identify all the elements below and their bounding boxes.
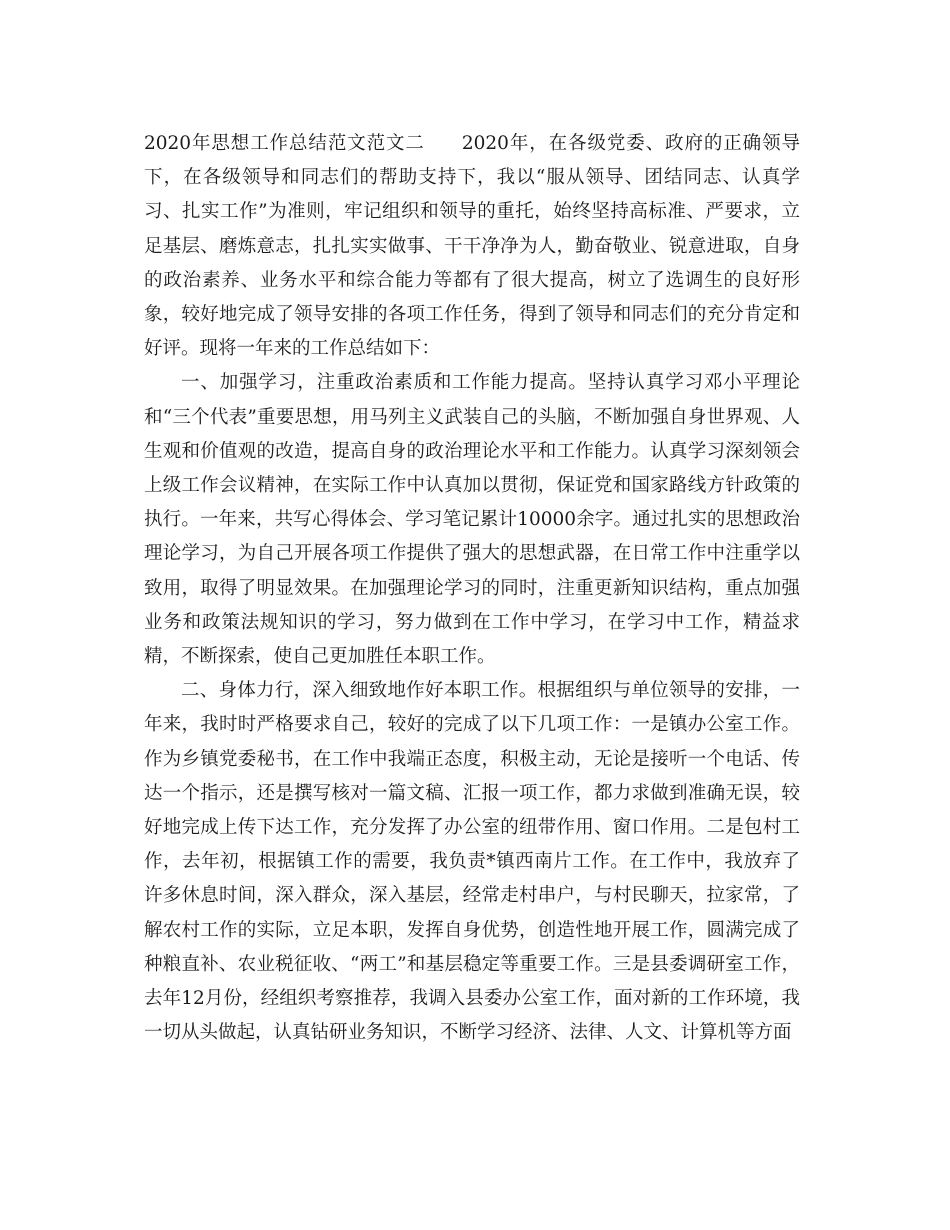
intro-paragraph <box>144 127 800 366</box>
paragraph-duties: 二、身体力行，深入细致地作好本职工作。根据组织与单位领导的安排，一年来，我时时严格要求自己，较好的完成了以下几项工作：一是镇办公室工作。作为乡镇党委秘书，在工作中我端正态度，积极主动，无论是接听一个电话、传达一个指示，还是撰写核对一篇文稿、汇报一项工作，都力求做到准确无误，较好地完成上传下达工作，充分发挥了办公室的纽带作用、窗口作用。二是包村工作，去年初，根据镇工作的需要，我负责*镇西南片工作。在工作中，我放弃了许多休息时间，深入群众，深入基层，经常走村串户，与村民聊天，拉家常，了解农村工作的实际，立足本职，发挥自身优势，创造性地开展工作，圆满完成了种粮直补、农业税征收、“两工”和基层稳定等重要工作。三是县委调研室工作，去年12月份，经组织考察推荐，我调入县委办公室工作，面对新的工作环境，我一切从头做起，认真钻研业务知识，不断学习经济、法律、人文、计算机等方面 <box>144 680 800 1044</box>
document-body <box>144 127 800 1050</box>
intro-text: 2020年，在各级党委、政府的正确领导下，在各级领导和同志们的帮助支持下，我以“服从领导、团结同志、认真学习、扎实工作”为准则，牢记组织和领导的重托，始终坚持高标准、严要求，立足基层、磨炼意志，扎扎实实做事、干干净净为人，勤奋敬业、锐意进取，自身的政治素养、业务水平和综合能力等都有了很大提高，树立了选调生的良好形象，较好地完成了领导安排的各项工作任务，得到了领导和同志们的充分肯定和好评。现将一年来的工作总结如下： <box>144 133 800 360</box>
paragraph-study: 一、加强学习，注重政治素质和工作能力提高。坚持认真学习邓小平理论和“三个代表”重要思想，用马列主义武装自己的头脑，不断加强自身世界观、人生观和价值观的改造，提高自身的政治理论水平和工作能力。认真学习深刻领会上级工作会议精神，在实际工作中认真加以贯彻，保证党和国家路线方针政策的执行。一年来，共写心得体会、学习笔记累计10000余字。通过扎实的思想政治理论学习，为自己开展各项工作提供了强大的思想武器，在日常工作中注重学以致用，取得了明显效果。在加强理论学习的同时，注重更新知识结构，重点加强业务和政策法规知识的学习，努力做到在工作中学习，在学习中工作，精益求精，不断探索，使自己更加胜任本职工作。 <box>144 372 800 668</box>
document-title: 2020年思想工作总结范文范文二 <box>144 133 425 154</box>
